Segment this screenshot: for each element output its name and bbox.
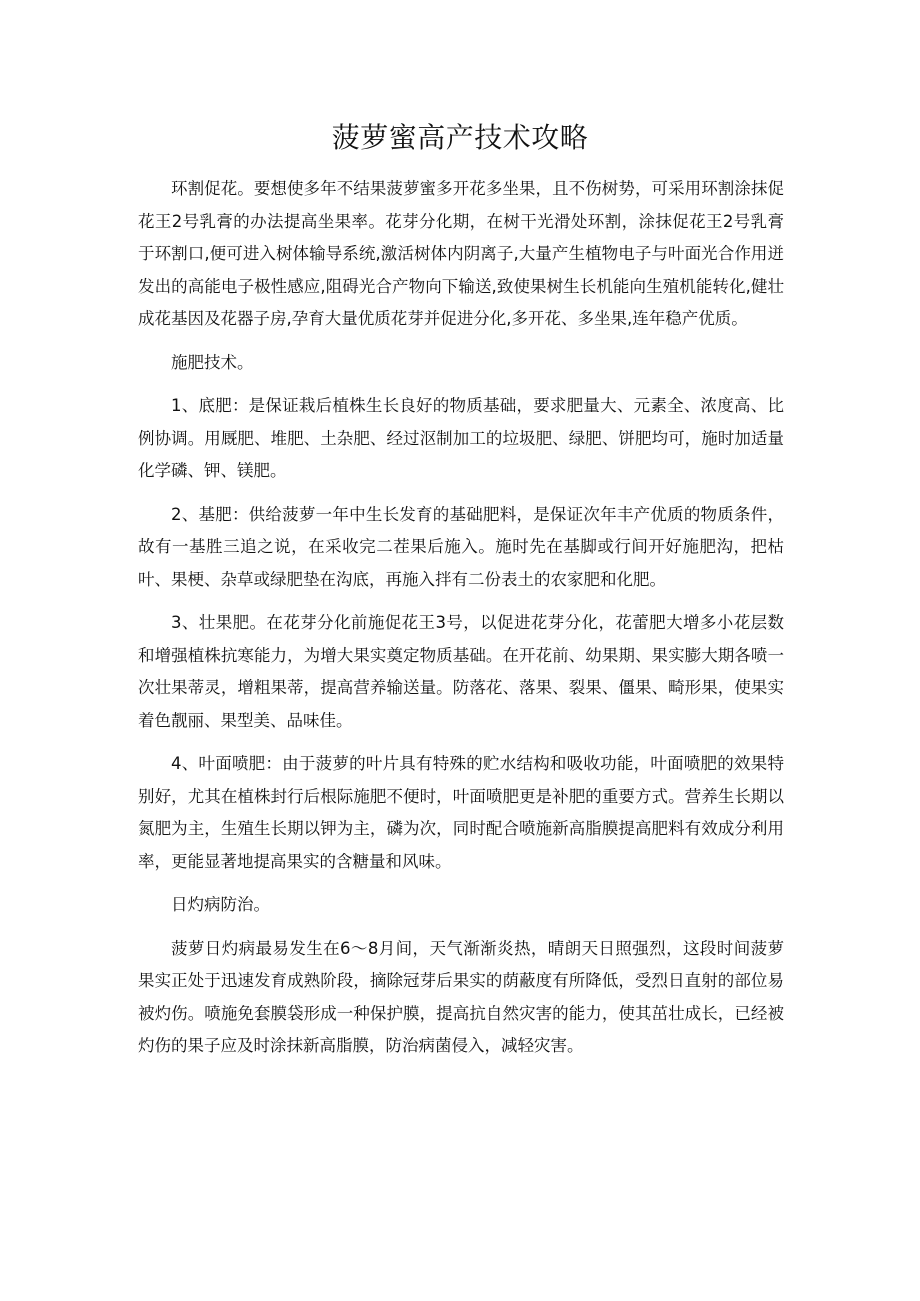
heading-fertilization: 施肥技术。 (171, 352, 254, 372)
paragraph-foliar-fertilizer: 4、叶面喷肥：由于菠萝的叶片具有特殊的贮水结构和吸收功能，叶面喷肥的效果特别好，尤其在植株封行后根际施肥不便时，叶面喷肥更是补肥的重要方式。营养生长期以氮肥为主，生殖生长期以钾为主，磷为次，同时配合喷施新高脂膜提高肥料有效成分利用率，更能显著地提高果实的含糖量和风味。 (138, 754, 784, 871)
paragraph-fruit-fertilizer: 3、壮果肥。在花芽分化前施促花王3号，以促进花芽分化，花蕾肥大增多小花层数和增强植株抗寒能力，为增大果实奠定物质基础。在开花前、幼果期、果实膨大期各喷一次壮果蒂灵，增粗果蒂，提高营养输送量。防落花、落果、裂果、僵果、畸形果，使果实着色靓丽、果型美、品味佳。 (138, 613, 784, 730)
paragraph-base-fertilizer: 1、底肥：是保证栽后植株生长良好的物质基础，要求肥量大、元素全、浓度高、比例协调。用厩肥、堆肥、土杂肥、经过沤制加工的垃圾肥、绿肥、饼肥均可，施时加适量化学磷、钾、镁肥。 (138, 396, 784, 480)
document-title: 菠萝蜜高产技术攻略 (331, 121, 589, 154)
paragraph-sunburn: 菠萝日灼病最易发生在6～8月间，天气渐渐炎热，晴朗天日照强烈，这段时间菠萝果实正处于迅速发育成熟阶段，摘除冠芽后果实的荫蔽度有所降低，受烈日直射的部位易被灼伤。喷施免套膜袋形成一种保护膜，提高抗自然灾害的能力，使其茁壮成长，已经被灼伤的果子应及时涂抹新高脂膜，防治病菌侵入，减轻灾害。 (138, 938, 784, 1055)
heading-sunburn-control: 日灼病防治。 (171, 895, 270, 914)
paragraph-foundation-fertilizer: 2、基肥：供给菠萝一年中生长发育的基础肥料，是保证次年丰产优质的物质条件，故有一基胜三追之说，在采收完二茬果后施入。施时先在基脚或行间开好施肥沟，把枯叶、果梗、杂草或绿肥垫在沟底，再施入拌有二份表土的农家肥和化肥。 (138, 504, 784, 589)
paragraph-girdling: 环割促花。要想使多年不结果菠萝蜜多开花多坐果，且不伤树势，可采用环割涂抹促花王2号乳膏的办法提高坐果率。花芽分化期，在树干光滑处环割，涂抹促花王2号乳膏于环割口,便可进入树体输导系统,激活树体内阴离子,大量产生植物电子与叶面光合作用迸发出的高能电子极性感应,阻碍光合产物向下输送,致使果树生长机能向生殖机能转化,健壮成花基因及花器子房,孕育大量优质花芽并促进分化,多开花、多坐果,连年稳产优质。 (138, 179, 784, 328)
document-body (138, 173, 784, 1063)
